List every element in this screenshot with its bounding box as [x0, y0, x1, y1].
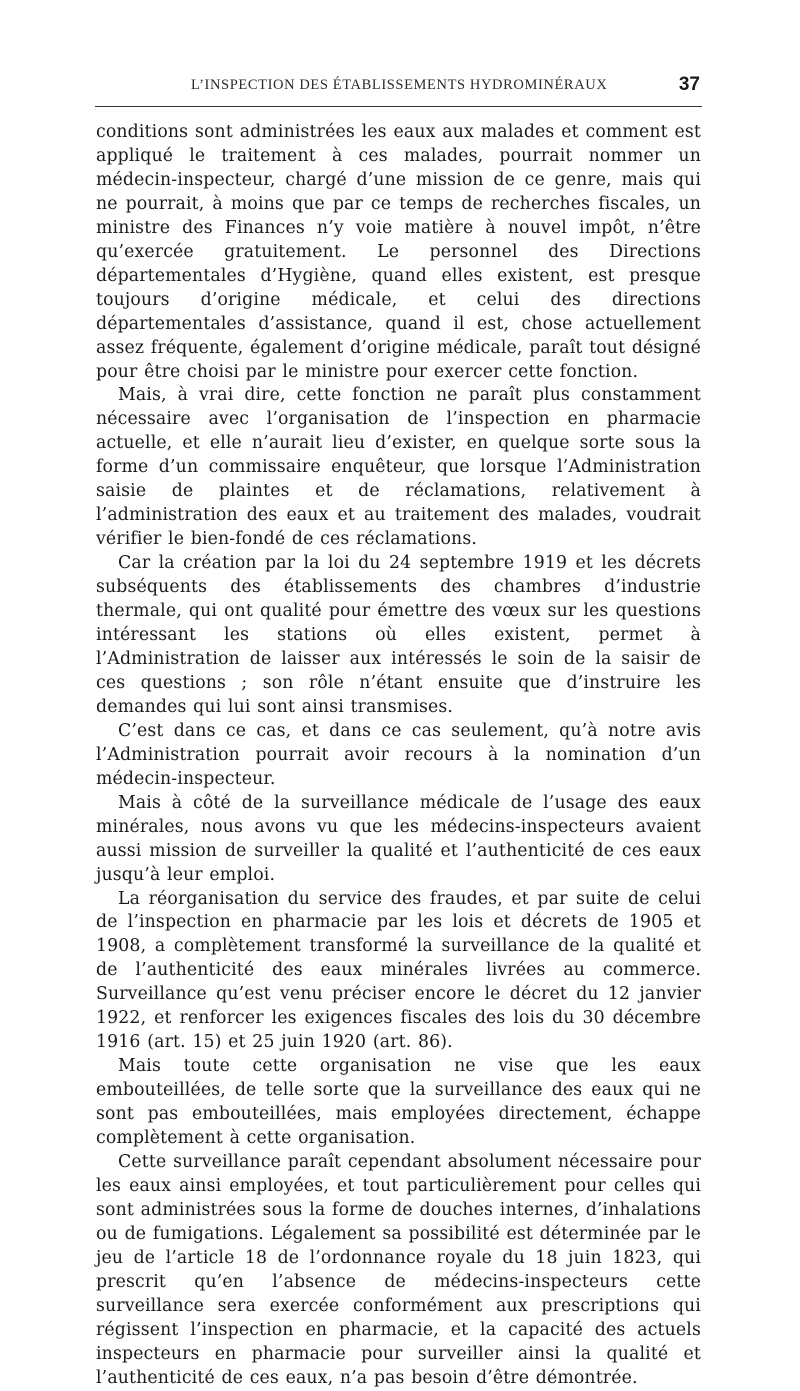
- page-header: [95, 74, 702, 102]
- running-title: L’INSPECTION DES ÉTABLISSEMENTS HYDROMINÉRAUX: [191, 77, 608, 93]
- paragraph: C’est dans ce cas, et dans ce cas seulement, qu’à notre avis l’Administration pourrait avoir recours à la nomination d’un médecin-inspecteur.: [96, 720, 701, 789]
- page-number: 37: [678, 74, 700, 95]
- header-rule: [95, 106, 702, 107]
- body-text: [96, 121, 701, 1391]
- paragraph: La réorganisation du service des fraudes, et par suite de celui de l’inspection en pharmacie par les lois et décrets de 1905 et 1908, a complètement transformé la surveillance de la qualité et de l’authenticité des eaux minérales livrées au commerce. Surveillance qu’est venu préciser encore le décret du 12 janvier 1922, et renforcer les exigences fiscales des lois du 30 décembre 1916 (art. 15) et 25 juin 1920 (art. 86).: [96, 888, 701, 1053]
- paragraph: Mais à côté de la surveillance médicale de l’usage des eaux minérales, nous avons vu que les médecins-inspecteurs avaient aussi mission de surveiller la qualité et l’authenticité de ces eaux jusqu’à leur emploi.: [96, 792, 701, 885]
- paragraph: Mais, à vrai dire, cette fonction ne paraît plus constamment nécessaire avec l’organisation de l’inspection en pharmacie actuelle, et elle n’aurait lieu d’exister, en quelque sorte sous la forme d’un commissaire enquêteur, que lorsque l’Administration saisie de plaintes et de réclamations, relativement à l’administration des eaux et au traitement des malades, voudrait vérifier le bien-fondé de ces réclamations.: [96, 385, 701, 550]
- paragraph: Mais toute cette organisation ne vise que les eaux embouteillées, de telle sorte que la surveillance des eaux qui ne sont pas embouteillées, mais employées directement, échappe complètement à cette organisation.: [96, 1056, 701, 1149]
- paragraph: conditions sont administrées les eaux aux malades et comment est appliqué le traitement à ces malades, pourrait nommer un médecin-inspecteur, chargé d’une mission de ce genre, mais qui ne pourrait, à moins que par ce temps de recherches fiscales, un ministre des Finances n’y voie matière à nouvel impôt, n’être qu’exercée gratuitement. Le personnel des Directions départementales d’Hygiène, quand elles existent, est presque toujours d’origine médicale, et celui des directions départementales d’assistance, quand il est, chose actuellement assez fréquente, également d’origine médicale, paraît tout désigné pour être choisi par le ministre pour exercer cette fonction.: [96, 122, 701, 382]
- paragraph: Cette surveillance paraît cependant absolument nécessaire pour les eaux ainsi employées, et tout particulièrement pour celles qui sont administrées sous la forme de douches internes, d’inhalations ou de fumigations. Légalement sa possibilité est déterminée par le jeu de l’article 18 de l’ordonnance royale du 18 juin 1823, qui prescrit qu’en l’absence de médecins-inspecteurs cette surveillance sera exercée conformément aux prescriptions qui régissent l’inspection en pharmacie, et la capacité des actuels inspecteurs en pharmacie pour surveiller ainsi la qualité et l’authenticité de ces eaux, n’a pas besoin d’être démontrée.: [96, 1151, 701, 1388]
- paragraph: Car la création par la loi du 24 septembre 1919 et les décrets subséquents des établissements des chambres d’industrie thermale, qui ont qualité pour émettre des vœux sur les questions intéressant les stations où elles existent, permet à l’Administration de laisser aux intéressés le soin de la saisir de ces questions ; son rôle n’étant ensuite que d’instruire les demandes qui lui sont ainsi transmises.: [96, 553, 701, 717]
